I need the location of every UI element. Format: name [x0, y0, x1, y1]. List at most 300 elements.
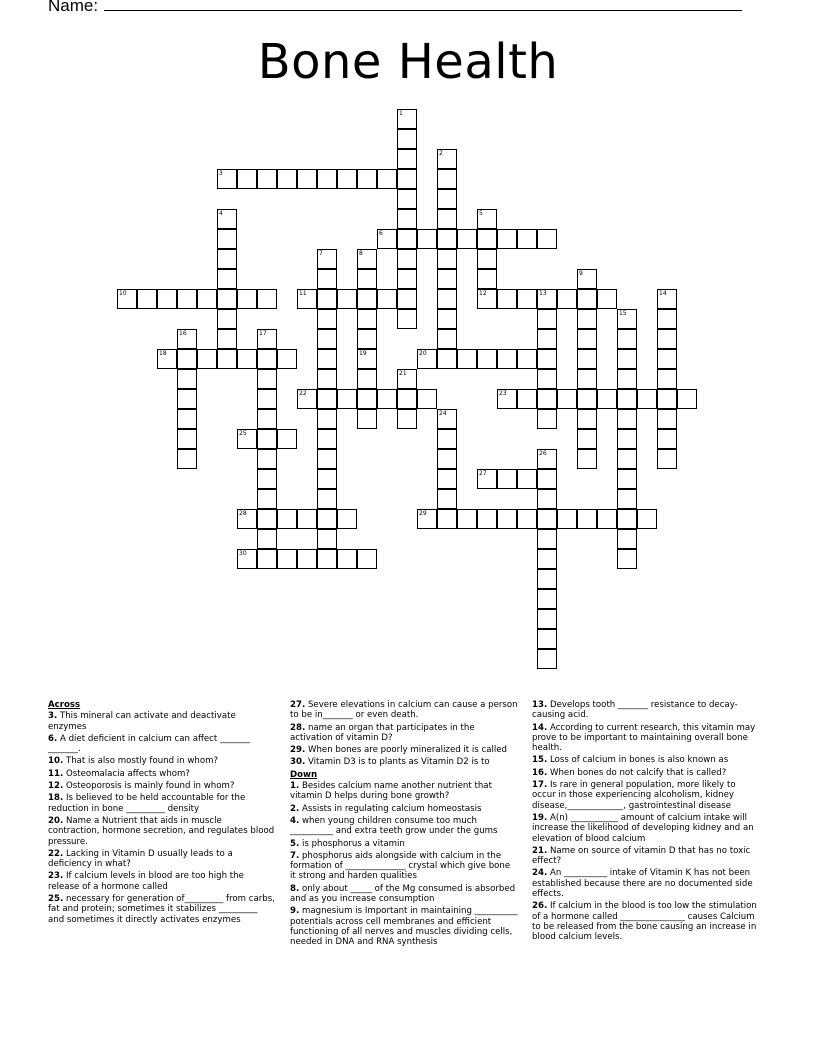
clue-item: [48, 756, 276, 766]
grid-cell[interactable]: [497, 509, 517, 529]
grid-cell[interactable]: [657, 389, 677, 409]
grid-cell[interactable]: [397, 289, 417, 309]
clue-item-text: Osteomalacia affects whom?: [63, 768, 190, 779]
grid-cell[interactable]: [317, 469, 337, 489]
grid-cell[interactable]: [317, 409, 337, 429]
clue-item-text: Vitamin D3 is to plants as Vitamin D2 is to: [305, 757, 490, 768]
grid-cell[interactable]: [397, 389, 417, 409]
clue-item-text: Is believed to be held accountable for the reduction in bone _________ density: [48, 793, 246, 814]
grid-cell[interactable]: [537, 589, 557, 609]
grid-cell[interactable]: [397, 309, 417, 329]
grid-cell[interactable]: [537, 229, 557, 249]
grid-cell[interactable]: [257, 489, 277, 509]
clue-item: [48, 711, 276, 732]
grid-cell[interactable]: [577, 269, 597, 289]
grid-cell[interactable]: [317, 329, 337, 349]
grid-cell[interactable]: [657, 369, 677, 389]
grid-cell[interactable]: [597, 289, 617, 309]
clue-number: 20: [419, 350, 427, 357]
clue-item: [48, 734, 276, 755]
clue-item-number: 21.: [532, 845, 548, 856]
grid-cell[interactable]: [317, 449, 337, 469]
grid-cell[interactable]: [237, 549, 257, 569]
grid-cell[interactable]: [217, 169, 237, 189]
grid-cell[interactable]: [397, 249, 417, 269]
grid-cell[interactable]: [197, 289, 217, 309]
grid-cell[interactable]: [637, 509, 657, 529]
grid-cell[interactable]: [257, 529, 277, 549]
grid-cell[interactable]: [617, 549, 637, 569]
grid-cell[interactable]: [317, 529, 337, 549]
clue-item-text: only about _____ of the Mg consumed is absorbed and as you increase consumption: [290, 883, 516, 905]
clue-number: 11: [299, 290, 307, 297]
clue-item-number: 9.: [290, 906, 300, 917]
clue-number: 30: [239, 550, 247, 557]
grid-cell[interactable]: [357, 349, 377, 369]
grid-cell[interactable]: [417, 349, 437, 369]
clue-item-text: Name a Nutrient that aids in muscle contraction, hormone secretion, and regulates blood pressure.: [48, 815, 275, 847]
grid-cell[interactable]: [617, 369, 637, 389]
grid-cell[interactable]: [557, 289, 577, 309]
grid-cell[interactable]: [237, 169, 257, 189]
grid-cell[interactable]: [437, 409, 457, 429]
grid-cell[interactable]: [217, 349, 237, 369]
clue-number: 13: [539, 290, 547, 297]
grid-cell[interactable]: [417, 389, 437, 409]
clue-number: 22: [299, 390, 307, 397]
grid-cell[interactable]: [577, 449, 597, 469]
grid-cell[interactable]: [117, 289, 137, 309]
grid-cell[interactable]: [477, 289, 497, 309]
grid-cell[interactable]: [437, 189, 457, 209]
grid-cell[interactable]: [537, 389, 557, 409]
grid-cell[interactable]: [537, 469, 557, 489]
grid-cell[interactable]: [177, 389, 197, 409]
grid-cell[interactable]: [257, 349, 277, 369]
clue-item: [290, 745, 518, 755]
grid-cell[interactable]: [217, 269, 237, 289]
grid-cell[interactable]: [137, 289, 157, 309]
grid-cell[interactable]: [357, 389, 377, 409]
clue-item-text: If calcium levels in blood are too high the release of a hormone called: [48, 871, 244, 892]
grid-cell[interactable]: [317, 509, 337, 529]
grid-cell[interactable]: [257, 409, 277, 429]
grid-cell[interactable]: [397, 129, 417, 149]
clue-item: [532, 780, 760, 811]
grid-cell[interactable]: [357, 269, 377, 289]
clue-item-number: 24.: [532, 868, 548, 879]
grid-cell[interactable]: [537, 489, 557, 509]
grid-cell[interactable]: [397, 269, 417, 289]
grid-cell[interactable]: [537, 649, 557, 669]
grid-cell[interactable]: [177, 349, 197, 369]
grid-cell[interactable]: [437, 309, 457, 329]
clue-item: [290, 816, 518, 837]
grid-cell[interactable]: [537, 449, 557, 469]
grid-cell[interactable]: [177, 329, 197, 349]
clue-item-number: 19.: [532, 812, 548, 823]
grid-cell[interactable]: [437, 509, 457, 529]
grid-cell[interactable]: [317, 169, 337, 189]
grid-cell[interactable]: [497, 469, 517, 489]
clue-item-number: 25.: [48, 894, 64, 905]
grid-cell[interactable]: [517, 389, 537, 409]
grid-cell[interactable]: [617, 429, 637, 449]
grid-cell[interactable]: [577, 509, 597, 529]
grid-cell[interactable]: [617, 409, 637, 429]
clue-item-number: 6.: [48, 733, 58, 744]
grid-cell[interactable]: [317, 489, 337, 509]
grid-cell[interactable]: [557, 389, 577, 409]
clue-number: 12: [479, 290, 487, 297]
grid-cell[interactable]: [437, 209, 457, 229]
grid-cell[interactable]: [257, 369, 277, 389]
grid-cell[interactable]: [297, 289, 317, 309]
grid-cell[interactable]: [217, 289, 237, 309]
grid-cell[interactable]: [517, 509, 537, 529]
grid-cell[interactable]: [357, 309, 377, 329]
clue-item-number: 14.: [532, 722, 548, 733]
grid-cell[interactable]: [517, 349, 537, 369]
grid-cell[interactable]: [237, 289, 257, 309]
clue-item: [532, 723, 760, 754]
clue-number: 24: [439, 410, 447, 417]
grid-cell[interactable]: [377, 389, 397, 409]
clue-number: 19: [359, 350, 367, 357]
grid-cell[interactable]: [217, 209, 237, 229]
grid-cell[interactable]: [577, 429, 597, 449]
grid-cell[interactable]: [497, 389, 517, 409]
grid-cell[interactable]: [397, 189, 417, 209]
grid-cell[interactable]: [357, 289, 377, 309]
grid-cell[interactable]: [317, 289, 337, 309]
clue-item-text: necessary for generation of_________ from carbs, fat and protein; sometimes it stabilizes _________ and sometimes it directly activates enzymes: [48, 894, 275, 925]
grid-cell[interactable]: [277, 549, 297, 569]
grid-cell[interactable]: [157, 349, 177, 369]
grid-cell[interactable]: [437, 489, 457, 509]
grid-cell[interactable]: [657, 329, 677, 349]
grid-cell[interactable]: [457, 349, 477, 369]
grid-cell[interactable]: [257, 449, 277, 469]
grid-cell[interactable]: [317, 429, 337, 449]
grid-cell[interactable]: [437, 229, 457, 249]
grid-cell[interactable]: [277, 429, 297, 449]
grid-cell[interactable]: [317, 309, 337, 329]
grid-cell[interactable]: [617, 309, 637, 329]
clue-item-text: An __________ intake of Vitamin K has not been established because there are no documented side effects.: [532, 868, 753, 900]
grid-cell[interactable]: [317, 549, 337, 569]
grid-cell[interactable]: [297, 509, 317, 529]
clue-item: [290, 757, 518, 767]
grid-cell[interactable]: [357, 169, 377, 189]
clue-column-3: [532, 700, 760, 945]
grid-cell[interactable]: [257, 289, 277, 309]
grid-cell[interactable]: [457, 229, 477, 249]
grid-cell[interactable]: [437, 149, 457, 169]
clue-item-text: name an organ that participates in the activation of vitamin D?: [290, 722, 475, 743]
grid-cell[interactable]: [397, 369, 417, 389]
grid-cell[interactable]: [317, 249, 337, 269]
grid-cell[interactable]: [537, 349, 557, 369]
clue-item-number: 1.: [290, 781, 300, 792]
grid-cell[interactable]: [257, 509, 277, 529]
grid-cell[interactable]: [397, 149, 417, 169]
grid-cell[interactable]: [397, 109, 417, 129]
grid-cell[interactable]: [257, 389, 277, 409]
grid-cell[interactable]: [157, 289, 177, 309]
clue-item: [48, 849, 276, 870]
grid-cell[interactable]: [617, 469, 637, 489]
clue-item: [290, 851, 518, 882]
clue-number: 7: [319, 250, 323, 257]
clue-item-number: 10.: [48, 756, 64, 767]
grid-cell[interactable]: [397, 169, 417, 189]
clue-item-text: Name on source of vitamin D that has no toxic effect?: [532, 845, 751, 867]
grid-cell[interactable]: [497, 289, 517, 309]
grid-cell[interactable]: [437, 249, 457, 269]
clue-item: [48, 816, 276, 847]
grid-cell[interactable]: [437, 469, 457, 489]
clue-number: 9: [579, 270, 583, 277]
grid-cell[interactable]: [357, 369, 377, 389]
grid-cell[interactable]: [177, 429, 197, 449]
grid-cell[interactable]: [257, 329, 277, 349]
grid-cell[interactable]: [177, 289, 197, 309]
clue-number: 6: [379, 230, 383, 237]
clue-number: 26: [539, 450, 547, 457]
grid-cell[interactable]: [557, 509, 577, 529]
grid-cell[interactable]: [277, 169, 297, 189]
grid-cell[interactable]: [617, 349, 637, 369]
clue-item: [48, 894, 276, 925]
grid-cell[interactable]: [657, 409, 677, 429]
clue-item-number: 30.: [290, 757, 306, 768]
clue-item-number: 12.: [48, 781, 64, 792]
grid-cell[interactable]: [617, 329, 637, 349]
clue-number: 1: [399, 110, 403, 117]
clue-number: 27: [479, 470, 487, 477]
grid-cell[interactable]: [617, 489, 637, 509]
grid-cell[interactable]: [537, 309, 557, 329]
grid-cell[interactable]: [657, 309, 677, 329]
grid-cell[interactable]: [417, 229, 437, 249]
grid-cell[interactable]: [537, 529, 557, 549]
grid-cell[interactable]: [617, 449, 637, 469]
grid-cell[interactable]: [477, 349, 497, 369]
clue-number: 15: [619, 310, 627, 317]
grid-cell[interactable]: [657, 289, 677, 309]
clue-item: [290, 781, 518, 802]
grid-cell[interactable]: [217, 329, 237, 349]
grid-cell[interactable]: [537, 409, 557, 429]
clue-number: 5: [479, 210, 483, 217]
clue-item-number: 7.: [290, 850, 300, 861]
grid-cell[interactable]: [577, 329, 597, 349]
grid-cell[interactable]: [217, 249, 237, 269]
grid-cell[interactable]: [477, 509, 497, 529]
grid-cell[interactable]: [357, 409, 377, 429]
grid-cell[interactable]: [617, 509, 637, 529]
clue-item: [290, 723, 518, 744]
grid-cell[interactable]: [257, 469, 277, 489]
grid-cell[interactable]: [397, 229, 417, 249]
grid-cell[interactable]: [437, 269, 457, 289]
grid-cell[interactable]: [177, 369, 197, 389]
grid-cell[interactable]: [377, 289, 397, 309]
clue-item-text: when young children consume too much __________ and extra teeth grow under the gums: [290, 815, 498, 837]
clue-item: [290, 906, 518, 947]
grid-cell[interactable]: [257, 169, 277, 189]
grid-cell[interactable]: [577, 389, 597, 409]
clue-item-text: Severe elevations in calcium can cause a person to be in_______ or even death.: [290, 700, 518, 721]
grid-cell[interactable]: [657, 429, 677, 449]
grid-cell[interactable]: [477, 469, 497, 489]
grid-cell[interactable]: [437, 429, 457, 449]
grid-cell[interactable]: [337, 169, 357, 189]
clue-item: [48, 871, 276, 892]
grid-cell[interactable]: [217, 229, 237, 249]
grid-cell[interactable]: [377, 169, 397, 189]
clue-item-number: 16.: [532, 767, 548, 778]
grid-cell[interactable]: [337, 289, 357, 309]
grid-cell[interactable]: [517, 229, 537, 249]
grid-cell[interactable]: [617, 529, 637, 549]
clue-item: [290, 884, 518, 905]
clue-item-text: That is also mostly found in whom?: [63, 756, 219, 767]
grid-cell[interactable]: [577, 369, 597, 389]
grid-cell[interactable]: [437, 169, 457, 189]
grid-cell[interactable]: [637, 389, 657, 409]
clue-number: 17: [259, 330, 267, 337]
grid-cell[interactable]: [237, 349, 257, 369]
grid-cell[interactable]: [477, 229, 497, 249]
grid-cell[interactable]: [297, 549, 317, 569]
grid-cell[interactable]: [537, 609, 557, 629]
grid-cell[interactable]: [177, 449, 197, 469]
grid-cell[interactable]: [357, 249, 377, 269]
grid-cell[interactable]: [177, 409, 197, 429]
grid-cell[interactable]: [457, 509, 477, 529]
clue-item-text: Assists in regulating calcium homeostasis: [299, 803, 482, 814]
grid-cell[interactable]: [417, 509, 437, 529]
grid-cell[interactable]: [237, 429, 257, 449]
clue-number: 28: [239, 510, 247, 517]
grid-cell[interactable]: [277, 349, 297, 369]
grid-cell[interactable]: [657, 449, 677, 469]
clue-item: [48, 793, 276, 814]
grid-cell[interactable]: [597, 509, 617, 529]
grid-cell[interactable]: [617, 389, 637, 409]
grid-cell[interactable]: [377, 229, 397, 249]
grid-cell[interactable]: [397, 209, 417, 229]
clue-item: [532, 813, 760, 844]
grid-cell[interactable]: [597, 389, 617, 409]
clue-number: 29: [419, 510, 427, 517]
grid-cell[interactable]: [537, 549, 557, 569]
clue-number: 23: [499, 390, 507, 397]
grid-cell[interactable]: [577, 309, 597, 329]
grid-cell[interactable]: [537, 289, 557, 309]
clue-item-text: According to current research, this vitamin may prove to be important to maintaining overall bone health.: [532, 722, 756, 754]
grid-cell[interactable]: [257, 549, 277, 569]
clue-number: 18: [159, 350, 167, 357]
grid-cell[interactable]: [237, 509, 257, 529]
grid-cell[interactable]: [537, 569, 557, 589]
grid-cell[interactable]: [577, 409, 597, 429]
grid-cell[interactable]: [257, 429, 277, 449]
grid-cell[interactable]: [477, 269, 497, 289]
grid-cell[interactable]: [337, 549, 357, 569]
grid-cell[interactable]: [437, 329, 457, 349]
clue-item: [532, 700, 760, 721]
clue-column-1: [48, 700, 276, 927]
grid-cell[interactable]: [537, 329, 557, 349]
grid-cell[interactable]: [217, 309, 237, 329]
clue-item-number: 4.: [290, 815, 300, 826]
clue-number: 8: [359, 250, 363, 257]
grid-cell[interactable]: [517, 289, 537, 309]
grid-cell[interactable]: [437, 349, 457, 369]
grid-cell[interactable]: [477, 249, 497, 269]
page-title: Bone Health: [257, 34, 559, 90]
grid-cell[interactable]: [317, 389, 337, 409]
clue-item: [532, 868, 760, 899]
grid-cell[interactable]: [277, 509, 297, 529]
grid-cell[interactable]: [297, 389, 317, 409]
clue-number: 21: [399, 370, 407, 377]
grid-cell[interactable]: [357, 329, 377, 349]
grid-cell[interactable]: [317, 269, 337, 289]
grid-cell[interactable]: [437, 289, 457, 309]
grid-cell[interactable]: [297, 169, 317, 189]
grid-cell[interactable]: [517, 469, 537, 489]
grid-cell[interactable]: [397, 409, 417, 429]
grid-cell[interactable]: [537, 369, 557, 389]
clue-item: [290, 700, 518, 721]
grid-cell[interactable]: [317, 349, 337, 369]
clue-item-text: Loss of calcium in bones is also known as: [547, 755, 729, 766]
down-heading: Down: [290, 769, 318, 780]
clue-number: 10: [119, 290, 127, 297]
grid-cell[interactable]: [577, 289, 597, 309]
grid-cell[interactable]: [537, 509, 557, 529]
grid-cell[interactable]: [537, 629, 557, 649]
across-heading: Across: [48, 700, 81, 710]
clue-item-number: 18.: [48, 793, 64, 804]
grid-cell[interactable]: [437, 449, 457, 469]
grid-cell[interactable]: [477, 209, 497, 229]
grid-cell[interactable]: [497, 349, 517, 369]
grid-cell[interactable]: [337, 389, 357, 409]
grid-cell[interactable]: [357, 549, 377, 569]
clue-item-number: 3.: [48, 711, 58, 722]
clue-item-number: 5.: [290, 838, 300, 849]
grid-cell[interactable]: [497, 229, 517, 249]
grid-cell[interactable]: [197, 349, 217, 369]
clue-item-text: If calcium in the blood is too low the stimulation of a hormone called _______________ causes Calcium to be released from the bone causing an increase in blood calcium levels.: [532, 901, 757, 943]
grid-cell[interactable]: [677, 389, 697, 409]
clue-item-text: Lacking in Vitamin D usually leads to a deficiency in what?: [48, 848, 233, 870]
clue-item-text: magnesium is Important in maintaining __________ potentials across cell membranes and efficient functioning of all nerves and muscles dividing cells, needed in DNA and RNA synthesis: [290, 906, 518, 948]
clue-item-text: Besides calcium name another nutrient that vitamin D helps during bone growth?: [290, 781, 492, 802]
clue-item-number: 13.: [532, 700, 548, 710]
grid-cell[interactable]: [657, 349, 677, 369]
grid-cell[interactable]: [577, 349, 597, 369]
clue-item: [532, 768, 760, 778]
grid-cell[interactable]: [317, 369, 337, 389]
grid-cell[interactable]: [337, 509, 357, 529]
clue-item-text: is phosphorus a vitamin: [299, 838, 405, 849]
